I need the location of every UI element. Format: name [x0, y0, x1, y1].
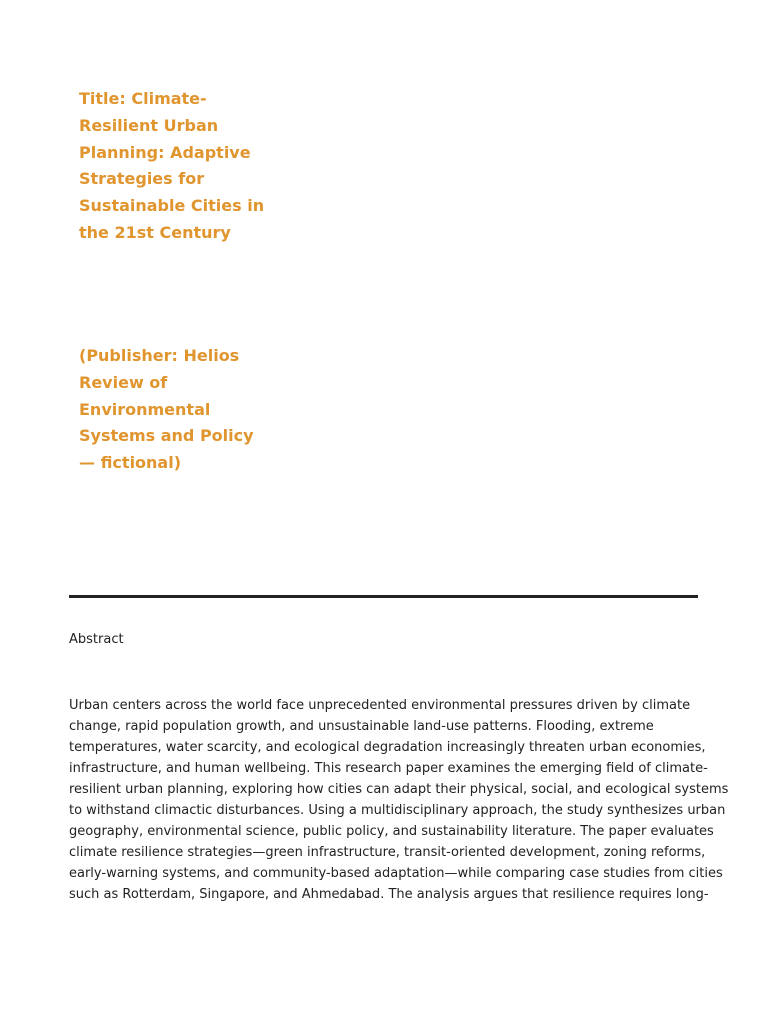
- abstract-line: geography, environmental science, public policy, and sustainability literature. The paper evaluates: [69, 824, 714, 839]
- abstract-line: resilient urban planning, exploring how cities can adapt their physical, social, and ecological systems: [69, 782, 729, 797]
- abstract-line: temperatures, water scarcity, and ecological degradation increasingly threaten urban economies,: [69, 740, 706, 755]
- abstract-line: infrastructure, and human wellbeing. This research paper examines the emerging field of climate-: [69, 761, 708, 776]
- section-divider: [69, 595, 698, 598]
- abstract-heading: Abstract: [69, 632, 124, 647]
- abstract-line: Urban centers across the world face unprecedented environmental pressures driven by climate: [69, 698, 691, 713]
- abstract-body: [69, 695, 729, 905]
- abstract-line: change, rapid population growth, and unsustainable land-use patterns. Flooding, extreme: [69, 719, 654, 734]
- abstract-line: climate resilience strategies—green infrastructure, transit-oriented development, zoning reforms,: [69, 845, 706, 860]
- abstract-line: such as Rotterdam, Singapore, and Ahmedabad. The analysis argues that resilience requires long-: [69, 887, 709, 902]
- abstract-line: to withstand climactic disturbances. Using a multidisciplinary approach, the study synthesizes urban: [69, 803, 726, 818]
- publisher-note: (Publisher: Helios Review of Environmental Systems and Policy — fictional): [79, 346, 254, 473]
- paper-title: Title: Climate-Resilient Urban Planning: Adaptive Strategies for Sustainable Cities in the 21st Century: [79, 89, 265, 242]
- abstract-line: early-warning systems, and community-based adaptation—while comparing case studies from cities: [69, 866, 723, 881]
